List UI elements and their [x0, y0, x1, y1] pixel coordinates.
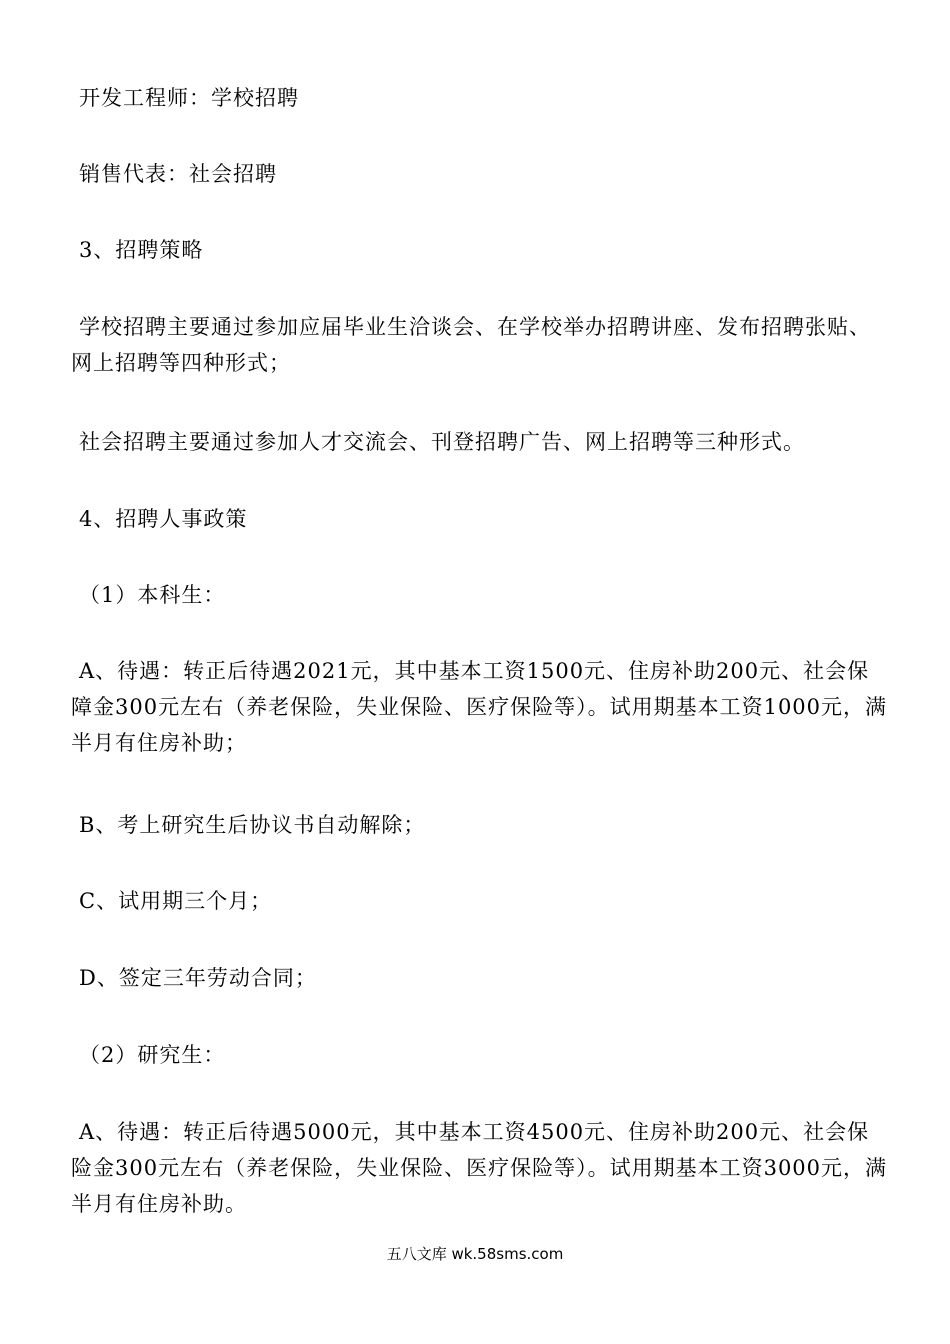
paragraph-social-recruitment: 社会招聘主要通过参加人才交流会、刊登招聘广告、网上招聘等三种形式。 [79, 430, 805, 454]
heading-hr-policy: 4、招聘人事政策 [79, 507, 248, 531]
paragraph-school-recruitment: 学校招聘主要通过参加应届毕业生洽谈会、在学校举办招聘讲座、发布招聘张贴、网上招聘等四种形式； [71, 315, 871, 375]
paragraph-sales-rep: 销售代表：社会招聘 [79, 162, 277, 186]
paragraph-undergrad-postgrad-exam: B、考上研究生后协议书自动解除； [79, 813, 426, 837]
paragraph-postgrad-pay: A、待遇：转正后待遇5000元，其中基本工资4500元、住房补助200元、社会保险金300元左右（养老保险，失业保险、医疗保险等）。试用期基本工资3000元，满半月有住房补助。 [71, 1120, 888, 1216]
heading-recruitment-strategy: 3、招聘策略 [79, 238, 204, 262]
paragraph-undergrad-pay: A、待遇：转正后待遇2021元，其中基本工资1500元、住房补助200元、社会保障金300元左右（养老保险，失业保险、医疗保险等）。试用期基本工资1000元，满半月有住房补助； [71, 659, 888, 755]
heading-undergraduate: （1）本科生： [79, 583, 226, 607]
paragraph-undergrad-probation: C、试用期三个月； [79, 889, 273, 913]
paragraph-dev-engineer: 开发工程师：学校招聘 [79, 86, 299, 110]
heading-postgraduate: （2）研究生： [79, 1043, 226, 1067]
paragraph-undergrad-contract: D、签定三年劳动合同； [79, 966, 317, 990]
footer-watermark-text: 五八文库 wk.58sms.com [386, 1245, 564, 1263]
